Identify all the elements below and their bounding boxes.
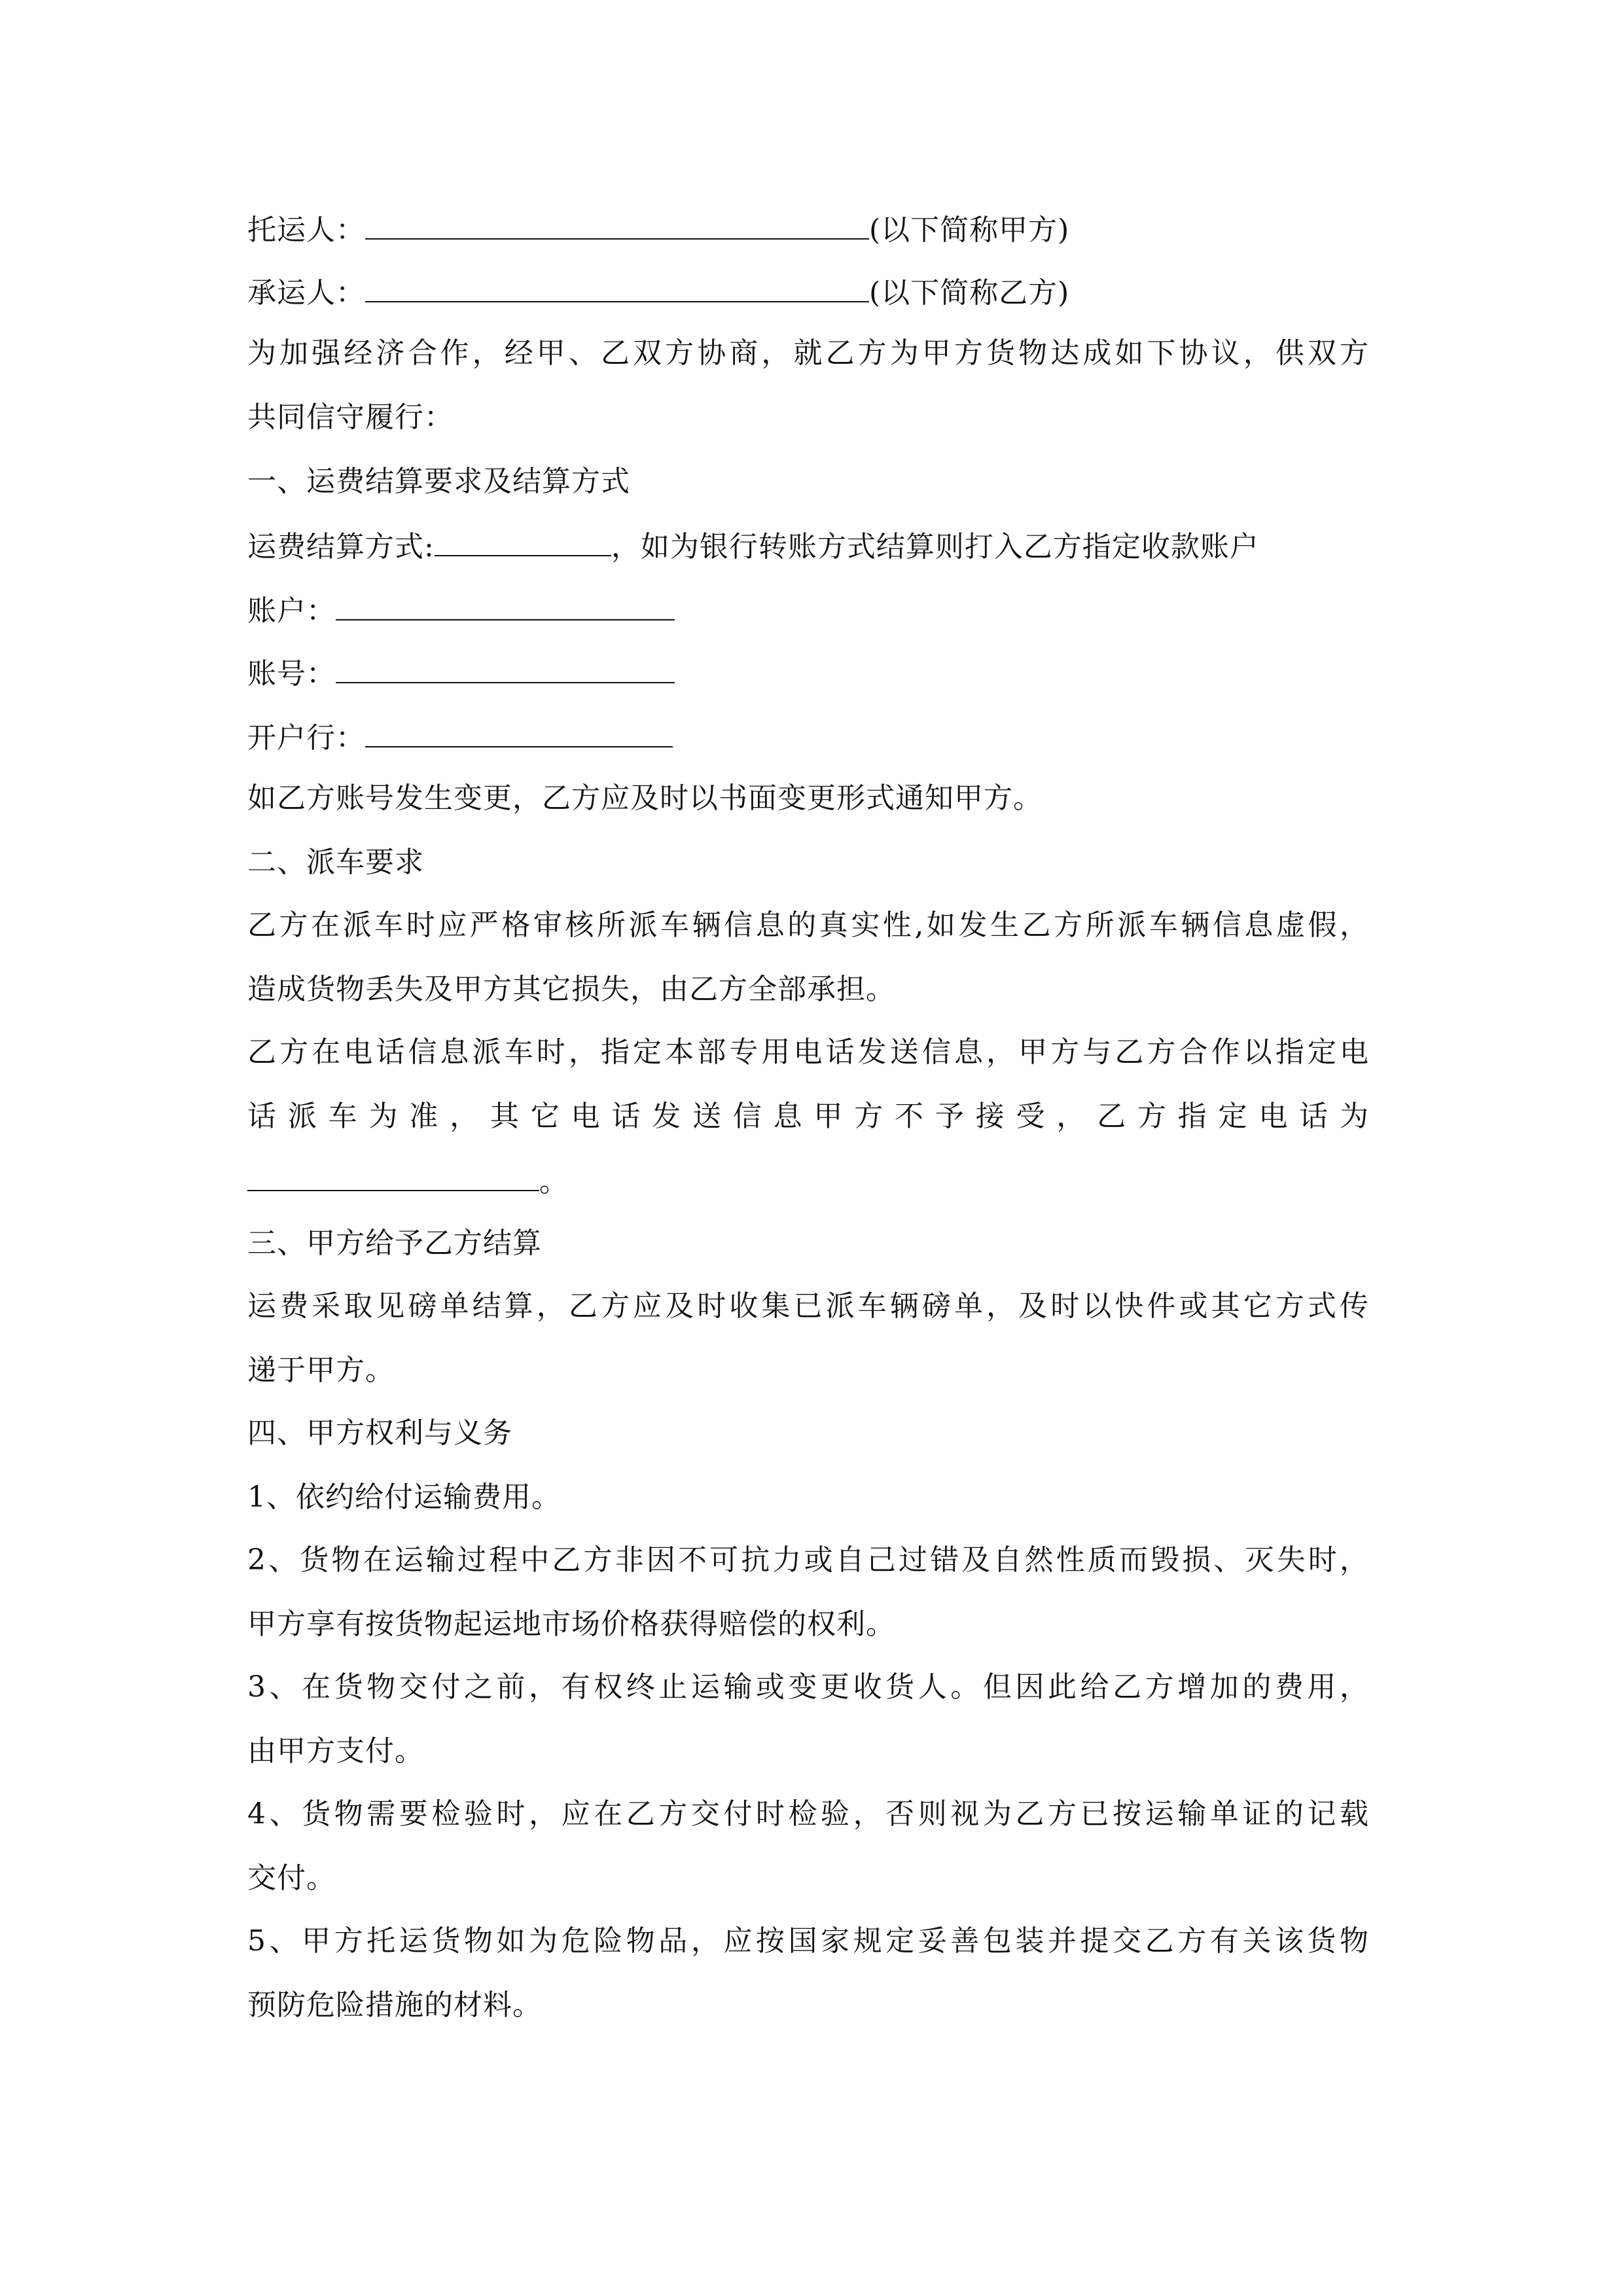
account-number-blank (336, 652, 675, 683)
section2-para2-line2: 话派车为准，其它电话发送信息甲方不予接受，乙方指定电话为 (247, 1100, 1369, 1133)
account-name-line (247, 589, 675, 628)
account-number-label: 账号： (247, 657, 336, 691)
payment-method-label: 运费结算方式: (247, 530, 435, 564)
account-change-notice: 如乙方账号发生变更，乙方应及时以书面变更形式通知甲方。 (247, 781, 1043, 815)
account-name-blank (336, 589, 675, 620)
section2-heading: 二、派车要求 (247, 846, 424, 879)
payment-method-blank (435, 525, 611, 556)
section1-heading: 一、运费结算要求及结算方式 (247, 465, 630, 498)
carrier-line (247, 271, 1069, 310)
bank-label: 开户行： (247, 721, 365, 755)
shipper-label: 托运人： (247, 213, 365, 247)
intro-line-1: 为加强经济合作，经甲、乙双方协商，就乙方为甲方货物达成如下协议，供双方 (247, 336, 1369, 370)
bank-line (247, 716, 673, 755)
section4-item2-line2: 甲方享有按货物起运地市场价格获得赔偿的权利。 (247, 1607, 895, 1641)
section4-heading: 四、甲方权利与义务 (247, 1416, 512, 1450)
section4-item3-line2: 由甲方支付。 (247, 1734, 424, 1768)
bank-blank (365, 716, 673, 747)
phone-number-line (247, 1160, 569, 1199)
account-name-label: 账户： (247, 594, 336, 628)
section4-item4-line2: 交付。 (247, 1861, 336, 1895)
carrier-label: 承运人： (247, 276, 365, 310)
section2-para1-line1: 乙方在派车时应严格审核所派车辆信息的真实性,如发生乙方所派车辆信息虚假， (247, 908, 1369, 942)
phone-number-blank (247, 1160, 539, 1191)
section4-item5-line2: 预防危险措施的材料。 (247, 1988, 542, 2022)
section4-item2-line1: 2、货物在运输过程中乙方非因不可抗力或自己过错及自然性质而毁损、灭失时， (247, 1543, 1369, 1577)
shipper-blank (365, 208, 869, 240)
section4-item3-line1: 3、在货物交付之前，有权终止运输或变更收货人。但因此给乙方增加的费用， (247, 1670, 1369, 1704)
section3-para-line2: 递于甲方。 (247, 1354, 395, 1387)
section3-heading: 三、甲方给予乙方结算 (247, 1227, 542, 1260)
section2-para1-line2: 造成货物丢失及甲方其它损失，由乙方全部承担。 (247, 973, 895, 1006)
shipper-suffix: (以下简称甲方) (869, 213, 1070, 247)
carrier-blank (365, 271, 869, 302)
account-number-line (247, 652, 675, 691)
section4-item1: 1、依约给付运输费用。 (247, 1480, 561, 1514)
section4-item5-line1: 5、甲方托运货物如为危险物品，应按国家规定妥善包装并提交乙方有关该货物 (247, 1924, 1369, 1958)
shipper-line (247, 208, 1069, 247)
phone-number-end: 。 (539, 1165, 569, 1198)
carrier-suffix: (以下简称乙方) (869, 276, 1070, 310)
payment-method-suffix: ，如为银行转账方式结算则打入乙方指定收款账户 (611, 530, 1259, 564)
intro-line-2: 共同信守履行： (247, 401, 454, 434)
section3-para-line1: 运费采取见磅单结算，乙方应及时收集已派车辆磅单，及时以快件或其它方式传 (247, 1289, 1369, 1323)
section4-item4-line1: 4、货物需要检验时，应在乙方交付时检验，否则视为乙方已按运输单证的记载 (247, 1797, 1369, 1831)
payment-method-line (247, 525, 1259, 564)
section2-para2-line1: 乙方在电话信息派车时，指定本部专用电话发送信息，甲方与乙方合作以指定电 (247, 1035, 1369, 1069)
